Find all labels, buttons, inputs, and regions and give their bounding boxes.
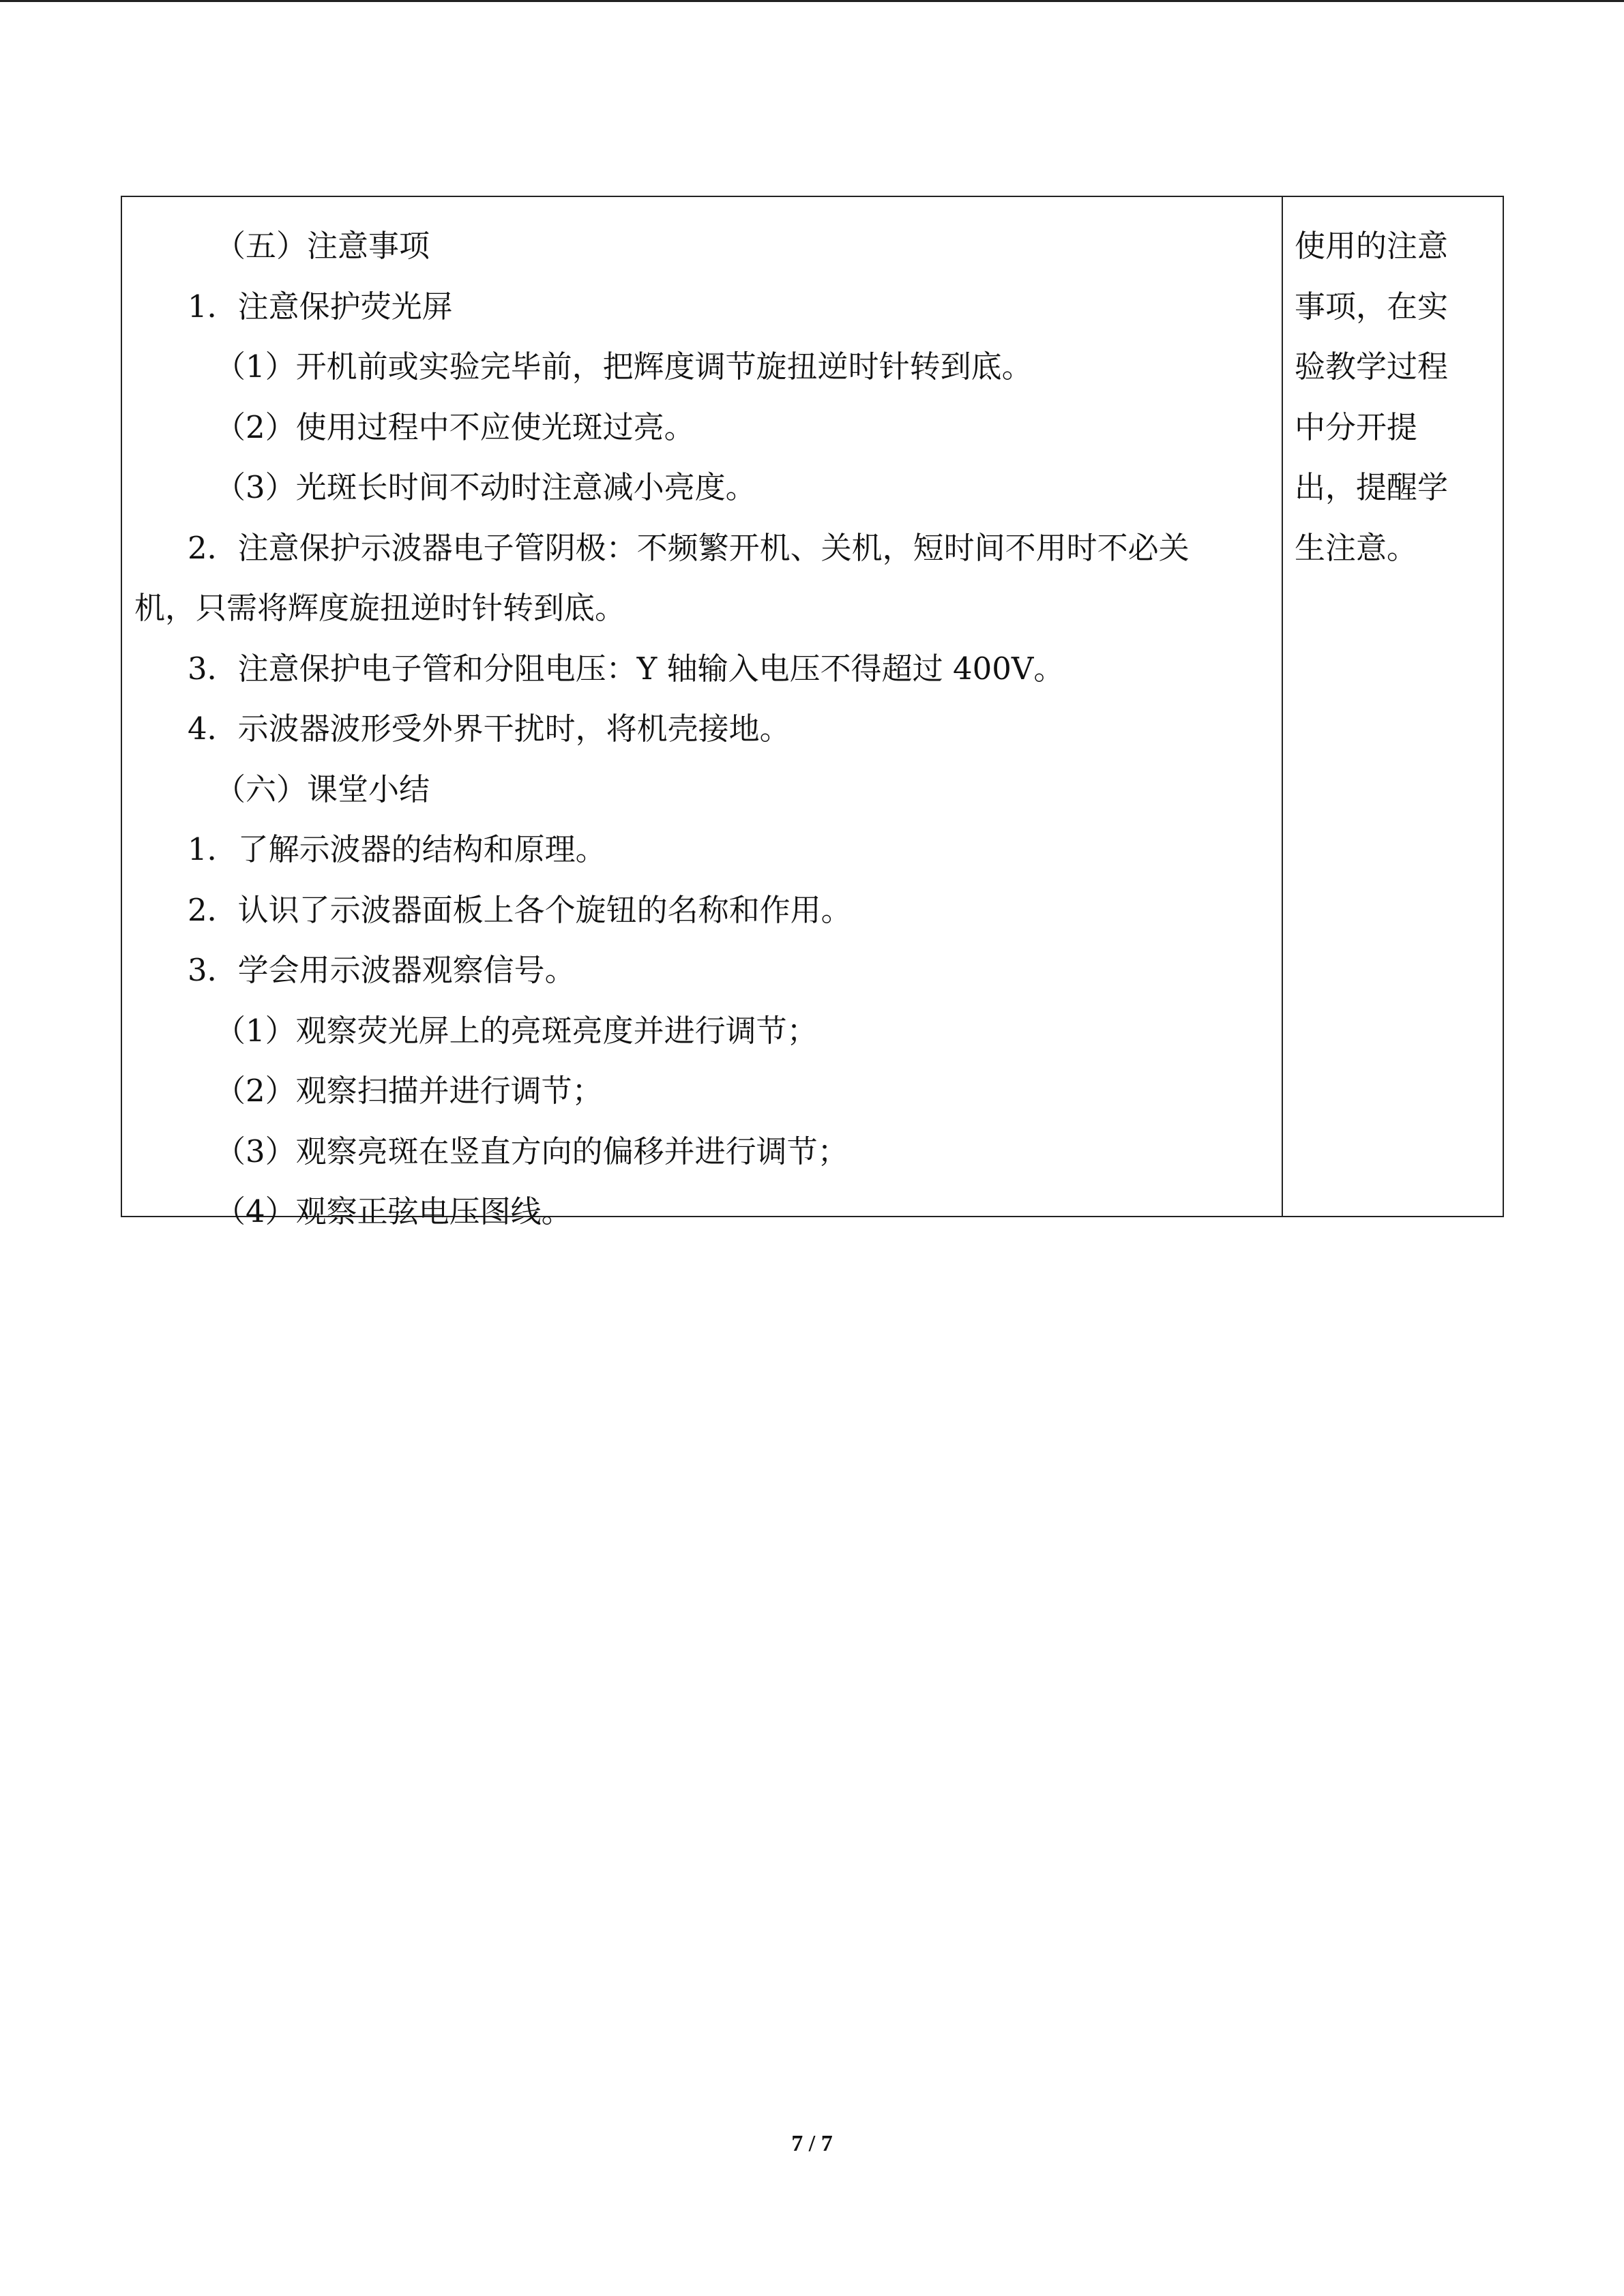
content-line: 2．认识了示波器面板上各个旋钮的名称和作用。	[188, 891, 852, 928]
notes-cell	[1295, 216, 1492, 578]
content-line: （4）观察正弦电压图线。	[215, 1193, 572, 1229]
content-line: （五）注意事项	[215, 228, 430, 264]
note-line: 出，提醒学	[1295, 469, 1449, 505]
content-line: （3）观察亮斑在竖直方向的偏移并进行调节；	[215, 1133, 848, 1169]
content-line: 1．了解示波器的结构和原理。	[188, 831, 606, 867]
content-line: 1．注意保护荧光屏	[188, 288, 453, 325]
content-line: 3．注意保护电子管和分阻电压：Y 轴输入电压不得超过 400V。	[188, 650, 1065, 687]
note-line: 使用的注意	[1295, 228, 1449, 264]
note-line: 事项，在实	[1295, 288, 1449, 325]
content-line: （1）开机前或实验完毕前，把辉度调节旋扭逆时针转到底。	[215, 348, 1033, 385]
content-line: （2）观察扫描并进行调节；	[215, 1073, 603, 1109]
content-line: （2）使用过程中不应使光斑过亮。	[215, 408, 695, 445]
lesson-table	[121, 196, 1504, 1229]
note-line: 验教学过程	[1295, 348, 1449, 385]
content-line: （六）课堂小结	[215, 771, 430, 807]
page-top-border	[0, 0, 1624, 2]
content-cell	[134, 216, 1272, 1242]
content-line: 4．示波器波形受外界干扰时，将机壳接地。	[188, 711, 791, 747]
content-line: 2．注意保护示波器电子管阴极：不频繁开机、关机，短时间不用时不必关	[188, 529, 1190, 566]
content-line: 机，只需将辉度旋扭逆时针转到底。	[134, 590, 626, 626]
note-line: 中分开提	[1295, 408, 1418, 445]
content-line: （3）光斑长时间不动时注意减小亮度。	[215, 469, 756, 505]
content-line: （1）观察荧光屏上的亮斑亮度并进行调节；	[215, 1012, 818, 1049]
content-line: 3．学会用示波器观察信号。	[188, 952, 576, 988]
note-line: 生注意。	[1295, 529, 1418, 566]
page-number: 7 / 7	[791, 2131, 833, 2156]
column-divider	[1282, 197, 1283, 1216]
